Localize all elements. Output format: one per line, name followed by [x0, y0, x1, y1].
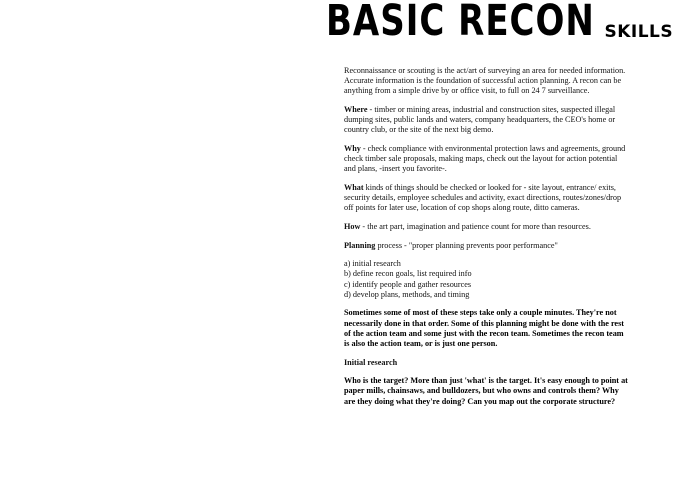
- planning-paragraph: [344, 241, 628, 251]
- who-paragraph: [344, 376, 628, 407]
- initial-research-heading: Initial research: [344, 357, 398, 367]
- title-main: BASIC RECON: [326, 0, 595, 46]
- list-item: b) define recon goals, list required info: [344, 269, 472, 279]
- who-label: Who: [344, 376, 361, 386]
- intro-paragraph: Reconnaissance or scouting is the act/art of surveying an area for needed information. Accurate information is the foundation of successful action planning. A recon can be anything from a simple drive by or office visit, to full on 24 7 surveillance.: [344, 66, 626, 96]
- list-item: a) initial research: [344, 259, 401, 269]
- list-item: c) identify people and gather resources: [344, 279, 472, 289]
- what-label: What: [344, 183, 364, 192]
- title-sub: SKILLS: [604, 22, 673, 42]
- why-paragraph: [344, 144, 628, 175]
- why-text: - check compliance with environmental protection laws and agreements, ground check timber sale proposals, making maps, check out the layout for action potential and plans, -insert you favorite-.: [344, 144, 626, 174]
- where-label: Where: [344, 105, 368, 114]
- how-paragraph: [344, 222, 628, 232]
- text-column: [344, 66, 628, 415]
- who-text: is the target? More than just 'what' is the target. It's easy enough to point at paper mills, chainsaws, and bulldozers, but who owns and controls them? Why are they doing what they're doing? Can you map out the corporate structure?: [344, 376, 628, 406]
- planning-text: process - "proper planning prevents poor performance": [375, 240, 558, 250]
- what-paragraph: [344, 183, 628, 214]
- how-label: How: [344, 222, 361, 231]
- why-label: Why: [344, 144, 361, 153]
- what-text: kinds of things should be checked or looked for - site layout, entrance/ exits, security details, employee schedules and activity, exact directions, routes/zones/drop off points for later use, location of cop shops along route, ditto cameras.: [344, 183, 622, 213]
- planning-label: Planning: [344, 240, 376, 250]
- where-paragraph: [344, 105, 628, 136]
- how-text: - the art part, imagination and patience count for more than resources.: [360, 222, 591, 231]
- page-title: [326, 0, 673, 62]
- list-item: d) develop plans, methods, and timing: [344, 289, 470, 299]
- planning-list: [344, 259, 628, 300]
- where-text: - timber or mining areas, industrial and construction sites, suspected illegal dumping sites, public lands and waters, company headquarters, the CEO's home or country club, or the site of the next big demo.: [344, 105, 616, 135]
- steps-paragraph: Sometimes some of most of these steps take only a couple minutes. They're not necessarily done in that order. Some of this planning might be done with the rest of the action team and some just with the recon team. Sometimes the recon team is also the action team, or is just one person.: [344, 308, 624, 348]
